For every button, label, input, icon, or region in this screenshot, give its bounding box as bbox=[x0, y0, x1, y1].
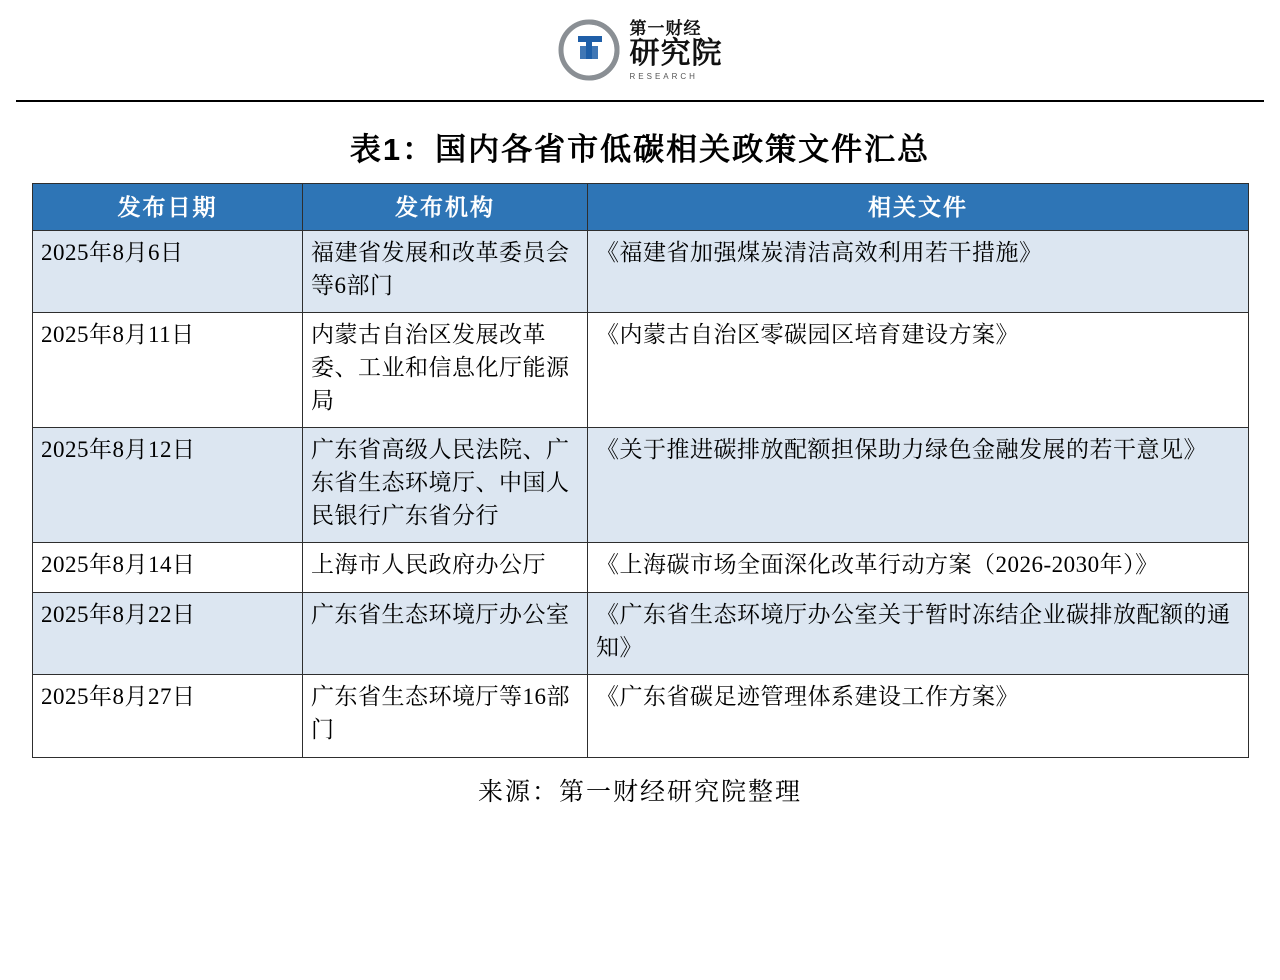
page-header bbox=[0, 0, 1280, 100]
source-note: 来源：第一财经研究院整理 bbox=[477, 777, 802, 806]
brand-line-2: 研究院 bbox=[629, 36, 723, 70]
cell-org: 广东省生态环境厅等16部门 bbox=[303, 675, 588, 757]
table-row bbox=[33, 313, 1249, 428]
cell-date: 2025年8月14日 bbox=[33, 543, 303, 593]
table-row bbox=[33, 231, 1249, 313]
brand-logo bbox=[558, 19, 723, 81]
table-row bbox=[33, 675, 1249, 757]
cell-date: 2025年8月22日 bbox=[33, 592, 303, 674]
cell-date: 2025年8月27日 bbox=[33, 675, 303, 757]
brand-wordmark bbox=[630, 20, 723, 81]
column-header-doc: 相关文件 bbox=[588, 184, 1249, 231]
cell-org: 内蒙古自治区发展改革委、工业和信息化厅能源局 bbox=[303, 313, 588, 428]
policy-table bbox=[32, 183, 1249, 758]
cell-doc: 《广东省碳足迹管理体系建设工作方案》 bbox=[588, 675, 1249, 757]
header-divider bbox=[16, 100, 1264, 102]
cell-doc: 《内蒙古自治区零碳园区培育建设方案》 bbox=[588, 313, 1249, 428]
cell-date: 2025年8月12日 bbox=[33, 428, 303, 543]
cell-doc: 《关于推进碳排放配额担保助力绿色金融发展的若干意见》 bbox=[588, 428, 1249, 543]
cell-org: 福建省发展和改革委员会等6部门 bbox=[303, 231, 588, 313]
table-row bbox=[33, 543, 1249, 593]
table-row bbox=[33, 428, 1249, 543]
cell-org: 广东省高级人民法院、广东省生态环境厅、中国人民银行广东省分行 bbox=[303, 428, 588, 543]
brand-line-3: RESEARCH bbox=[629, 71, 698, 81]
cell-org: 广东省生态环境厅办公室 bbox=[303, 592, 588, 674]
cell-doc: 《广东省生态环境厅办公室关于暂时冻结企业碳排放配额的通知》 bbox=[588, 592, 1249, 674]
column-header-date: 发布日期 bbox=[33, 184, 303, 231]
table-container bbox=[32, 183, 1248, 758]
cell-doc: 《上海碳市场全面深化改革行动方案（2026-2030年）》 bbox=[588, 543, 1249, 593]
yicai-research-logo-icon bbox=[558, 19, 620, 81]
cell-date: 2025年8月6日 bbox=[33, 231, 303, 313]
table-row bbox=[33, 592, 1249, 674]
cell-doc: 《福建省加强煤炭清洁高效利用若干措施》 bbox=[588, 231, 1249, 313]
column-header-org: 发布机构 bbox=[303, 184, 588, 231]
brand-line-1: 第一财经 bbox=[629, 18, 702, 38]
table-title: 表1：国内各省市低碳相关政策文件汇总 bbox=[349, 132, 931, 167]
table-header-row bbox=[33, 184, 1249, 231]
cell-org: 上海市人民政府办公厅 bbox=[303, 543, 588, 593]
cell-date: 2025年8月11日 bbox=[33, 313, 303, 428]
